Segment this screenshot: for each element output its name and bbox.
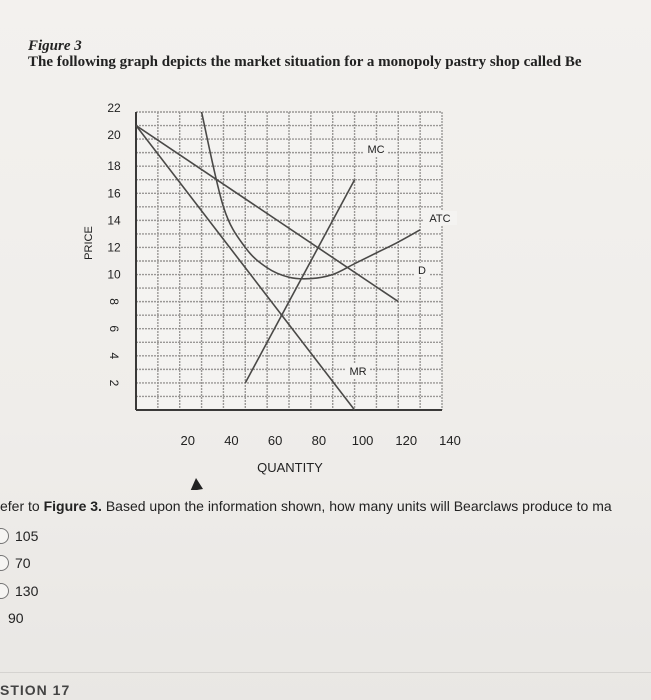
- annotation-mc: MC: [367, 144, 385, 156]
- figure-label: Figure 3: [28, 38, 82, 54]
- annotation-atc: ATC: [429, 213, 451, 225]
- x-tick-label: 40: [224, 433, 239, 448]
- x-tick-label: 140: [439, 433, 461, 448]
- annotation-mr: MR: [349, 366, 367, 378]
- question-text: efer to Figure 3. Based upon the information shown, how many units will Bearclaws produce to ma: [0, 498, 612, 514]
- annotation-d: D: [418, 265, 426, 277]
- y-tick-label: 4: [107, 352, 121, 360]
- x-tick-label: 120: [395, 433, 418, 448]
- answer-option-130[interactable]: 130: [0, 583, 38, 599]
- y-axis-label: PRICE: [83, 226, 95, 260]
- y-tick-label: 22: [107, 101, 121, 115]
- section-divider: [0, 672, 651, 673]
- y-tick-label: 18: [107, 159, 121, 174]
- next-question-header: STION 17: [0, 682, 71, 698]
- x-tick-label: 60: [267, 433, 283, 448]
- y-tick-label: 12: [107, 240, 121, 255]
- y-tick-label: 14: [107, 213, 121, 228]
- y-tick-label: 8: [107, 298, 121, 305]
- figure-caption: The following graph depicts the market situation for a monopoly pastry shop called Be: [28, 54, 582, 70]
- x-axis-label: QUANTITY: [257, 460, 323, 475]
- y-tick-label: 6: [107, 325, 121, 333]
- y-tick-label: 2: [107, 379, 121, 387]
- answer-option-90[interactable]: 90: [8, 610, 24, 626]
- y-tick-label: 16: [107, 186, 121, 201]
- radio-button[interactable]: [0, 583, 9, 599]
- x-tick-label: 100: [351, 433, 374, 448]
- y-tick-label: 10: [107, 267, 121, 282]
- cursor-icon: [189, 478, 203, 490]
- figure-reference: Figure 3.: [43, 498, 102, 514]
- x-tick-label: 20: [180, 433, 195, 448]
- answer-option-105[interactable]: 105: [0, 528, 38, 544]
- y-tick-label: 20: [107, 128, 121, 143]
- x-tick-label: 80: [311, 433, 327, 448]
- radio-button[interactable]: [0, 555, 9, 571]
- answer-option-70[interactable]: 70: [0, 555, 31, 571]
- radio-button[interactable]: [0, 528, 9, 544]
